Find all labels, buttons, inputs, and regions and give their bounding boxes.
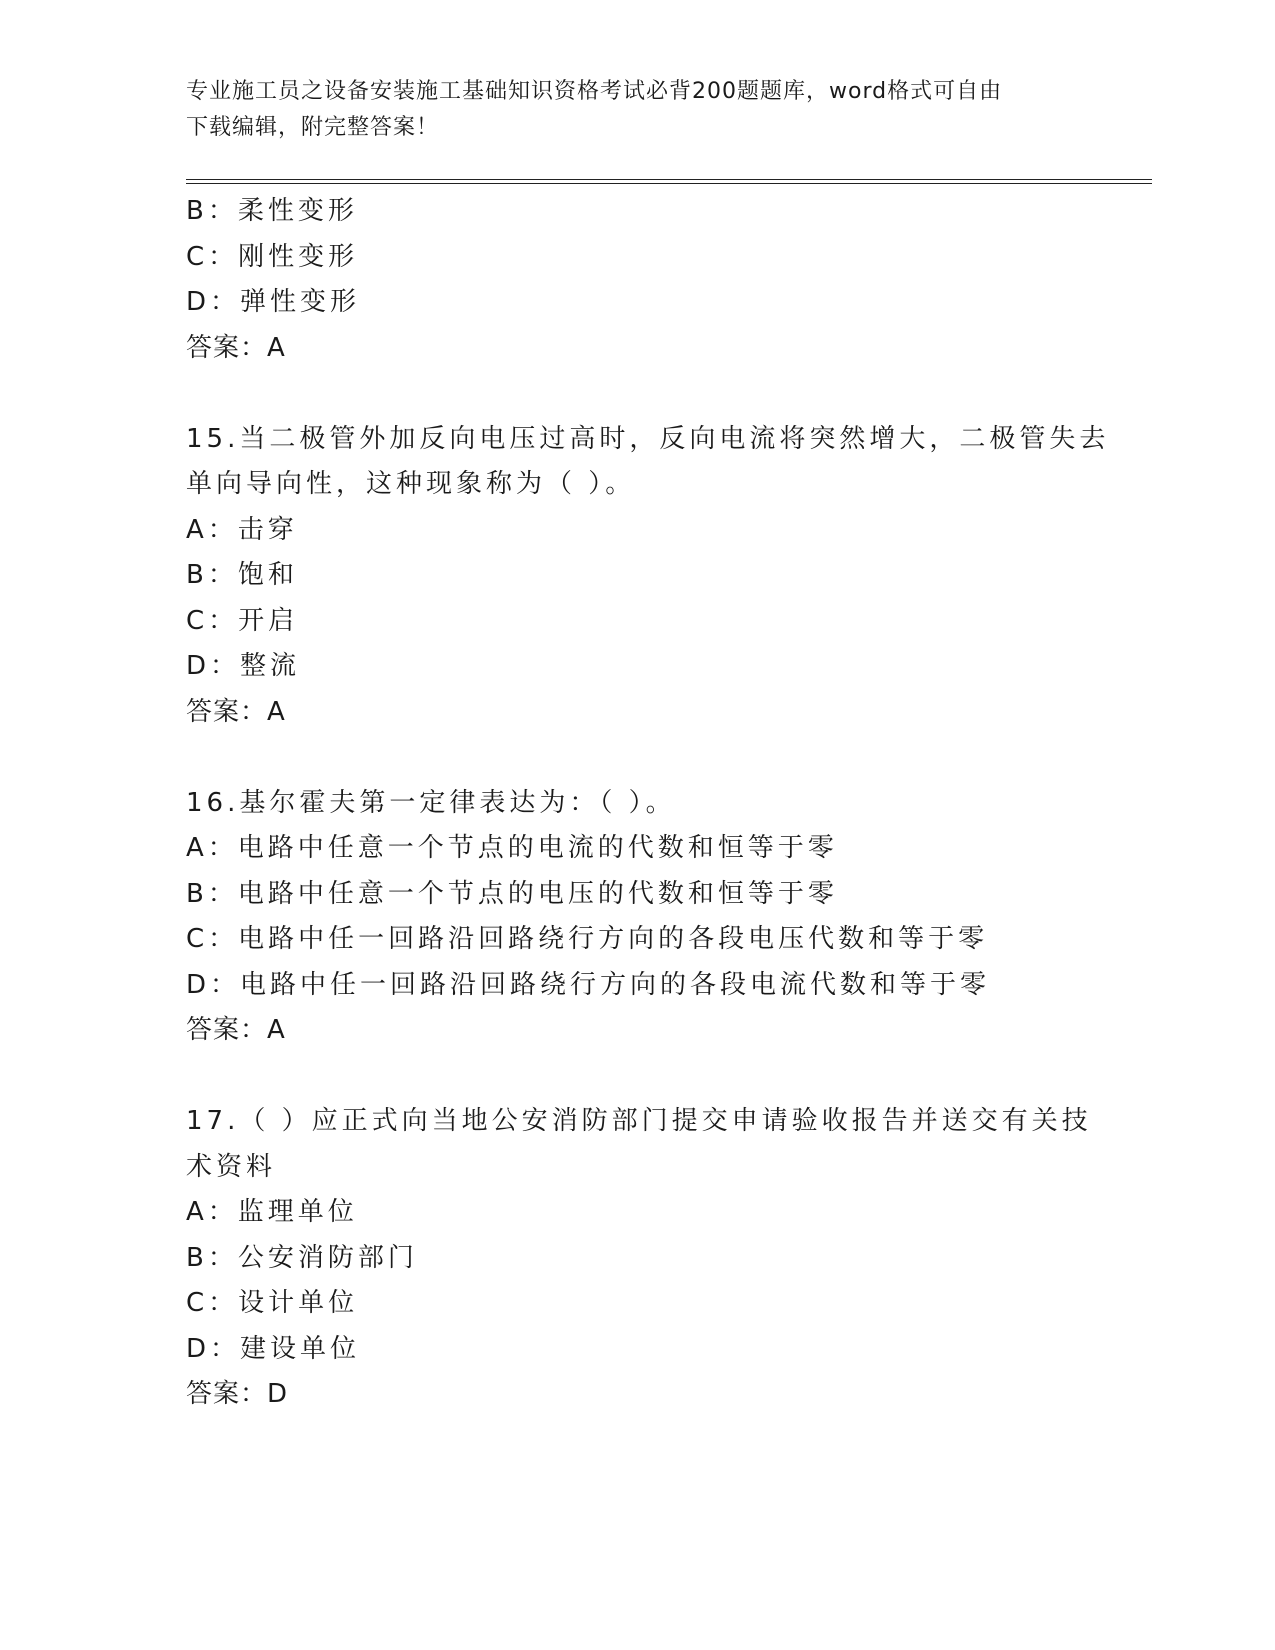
option-a: A：电路中任意一个节点的电流的代数和恒等于零 — [186, 833, 838, 863]
answer: 答案：A — [186, 696, 286, 727]
answer: 答案：D — [186, 1379, 289, 1409]
question-text-line: 术资料 — [186, 1151, 277, 1182]
spacer — [186, 735, 1116, 781]
question-14-continuation — [186, 189, 1116, 371]
question-text-line: 17.（ ）应正式向当地公安消防部门提交申请验收报告并送交有关技 — [186, 1106, 1092, 1136]
option-b: B：柔性变形 — [186, 196, 358, 226]
option-b: B：饱和 — [186, 560, 298, 590]
header-line-1: 专业施工员之设备安装施工基础知识资格考试必背200题题库，word格式可自由 — [186, 79, 1003, 104]
header-divider-top — [186, 179, 1152, 180]
option-a: A：监理单位 — [186, 1197, 358, 1227]
spacer — [186, 371, 1116, 417]
document-header — [186, 74, 1086, 146]
header-line-2: 下载编辑，附完整答案！ — [186, 115, 440, 140]
question-text-line: 16.基尔霍夫第一定律表达为：（ ）。 — [186, 787, 676, 818]
option-c: C：电路中任一回路沿回路绕行方向的各段电压代数和等于零 — [186, 924, 989, 954]
question-16 — [186, 781, 1116, 1054]
option-b: B：公安消防部门 — [186, 1242, 418, 1273]
option-c: C：开启 — [186, 605, 299, 636]
option-d: D：整流 — [186, 651, 301, 681]
question-text-line: 单向导向性，这种现象称为（ ）。 — [186, 469, 636, 499]
question-content — [186, 189, 1116, 1418]
answer: 答案：A — [186, 332, 286, 363]
option-d: D：建设单位 — [186, 1333, 361, 1364]
option-b: B：电路中任意一个节点的电压的代数和恒等于零 — [186, 878, 838, 909]
question-15 — [186, 417, 1116, 736]
question-text-line: 15.当二极管外加反向电压过高时，反向电流将突然增大，二极管失去 — [186, 423, 1110, 454]
option-c: C：设计单位 — [186, 1288, 359, 1318]
question-17 — [186, 1099, 1116, 1418]
option-a: A：击穿 — [186, 514, 298, 545]
answer: 答案：A — [186, 1015, 286, 1045]
option-d: D：电路中任一回路沿回路绕行方向的各段电流代数和等于零 — [186, 969, 991, 1000]
option-d: D：弹性变形 — [186, 287, 361, 317]
header-divider-bottom — [186, 183, 1152, 184]
spacer — [186, 1054, 1116, 1100]
option-c: C：刚性变形 — [186, 241, 359, 272]
